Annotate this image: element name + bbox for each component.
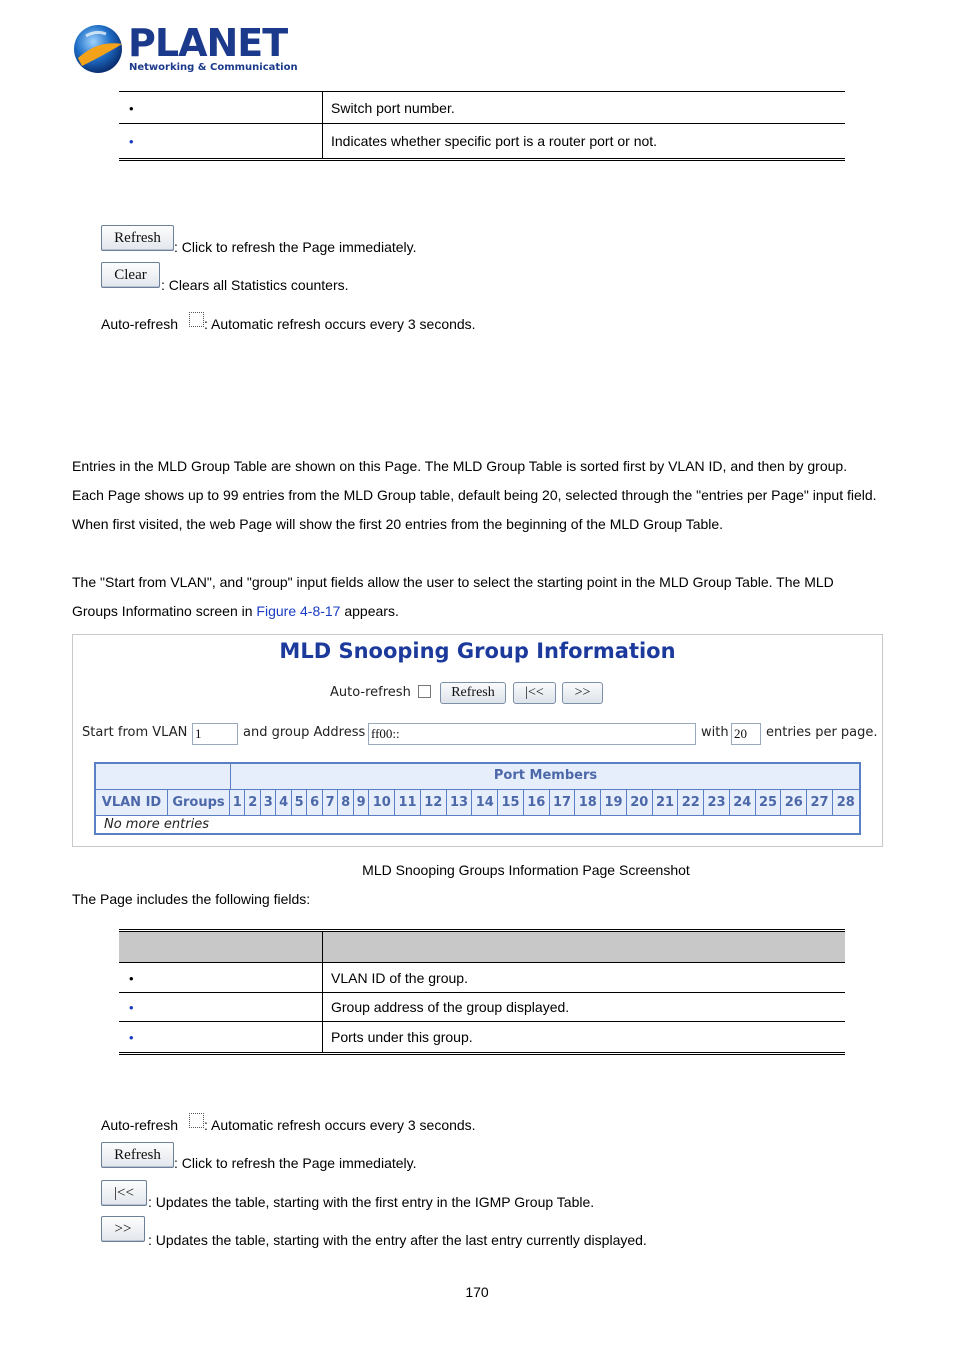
port-header-24: 24 bbox=[730, 790, 756, 815]
group-address-label: and group Address bbox=[243, 725, 366, 740]
port-header-22: 22 bbox=[678, 790, 704, 815]
figure-caption: MLD Snooping Groups Information Page Screenshot bbox=[362, 862, 690, 878]
port-header-2: 2 bbox=[245, 790, 260, 815]
entries-per-page-label: entries per page. bbox=[766, 725, 878, 740]
entries-per-page-input[interactable]: 20 bbox=[731, 723, 761, 745]
refresh-button[interactable]: Refresh bbox=[440, 682, 506, 704]
start-vlan-label: Start from VLAN bbox=[82, 725, 188, 740]
brand-tagline: Networking & Communication bbox=[129, 62, 298, 73]
field-name-cell bbox=[119, 993, 323, 1022]
port-header-1: 1 bbox=[230, 790, 245, 815]
field-name-cell bbox=[119, 963, 323, 993]
group-address-input[interactable]: ff00:: bbox=[368, 723, 696, 745]
port-header-21: 21 bbox=[653, 790, 679, 815]
paragraph-text: The "Start from VLAN", and "group" input fields allow the user to select the starting point in the MLD Group Table. The MLD Groups Informatino screen in bbox=[72, 574, 834, 619]
group-fields-table bbox=[119, 929, 845, 1055]
clear-button[interactable]: Clear bbox=[101, 262, 160, 288]
start-point-paragraph bbox=[72, 568, 882, 626]
intro-paragraph: Entries in the MLD Group Table are shown on this Page. The MLD Group Table is sorted first by VLAN ID, and then by group. Each Page shows up to 99 entries from the MLD Group table, default being 20, selected through the "entries per Page" input field. When first visited, the web Page will show the first 20 entries from the beginning of the MLD Group Table. bbox=[72, 458, 877, 532]
groups-header: Groups bbox=[168, 790, 230, 815]
port-header-14: 14 bbox=[472, 790, 498, 815]
field-name-cell bbox=[119, 1022, 323, 1054]
bullet: • bbox=[129, 1030, 134, 1045]
autorefresh-label: Auto-refresh bbox=[101, 1117, 179, 1133]
port-header-19: 19 bbox=[601, 790, 627, 815]
first-page-description: : Updates the table, starting with the first entry in the IGMP Group Table. bbox=[148, 1194, 595, 1210]
field-desc-cell: VLAN ID of the group. bbox=[323, 963, 846, 993]
refresh-button[interactable]: Refresh bbox=[101, 1142, 174, 1168]
next-page-button[interactable]: >> bbox=[562, 682, 603, 704]
refresh-button[interactable]: Refresh bbox=[101, 225, 174, 251]
port-header-12: 12 bbox=[421, 790, 447, 815]
port-header-4: 4 bbox=[276, 790, 291, 815]
port-header-18: 18 bbox=[575, 790, 601, 815]
field-name-cell bbox=[119, 124, 323, 160]
with-label: with bbox=[701, 725, 729, 740]
port-header-15: 15 bbox=[498, 790, 524, 815]
field-desc-cell: Indicates whether specific port is a router port or not. bbox=[323, 124, 846, 160]
port-header-3: 3 bbox=[261, 790, 276, 815]
port-header-26: 26 bbox=[781, 790, 807, 815]
table-row bbox=[119, 1022, 845, 1054]
vlan-id-header: VLAN ID bbox=[96, 790, 168, 815]
field-desc-cell: Switch port number. bbox=[323, 92, 846, 124]
header-divider bbox=[230, 764, 231, 790]
autorefresh-label: Auto-refresh bbox=[330, 685, 411, 700]
autorefresh-checkbox[interactable] bbox=[189, 1113, 204, 1128]
table-row bbox=[119, 963, 845, 993]
header-cell bbox=[323, 931, 846, 963]
bullet: • bbox=[129, 100, 134, 116]
page-title: MLD Snooping Group Information bbox=[279, 639, 676, 663]
brand-name: PLANET bbox=[128, 21, 288, 65]
table-row bbox=[119, 92, 845, 124]
autorefresh-label: Auto-refresh bbox=[101, 316, 179, 332]
port-header-9: 9 bbox=[354, 790, 369, 815]
field-desc-cell: Group address of the group displayed. bbox=[323, 993, 846, 1022]
table-row bbox=[119, 124, 845, 160]
page-number: 170 bbox=[465, 1284, 489, 1300]
fields-intro: The Page includes the following fields: bbox=[72, 891, 311, 907]
next-page-description: : Updates the table, starting with the entry after the last entry currently displayed. bbox=[148, 1232, 647, 1248]
port-header-25: 25 bbox=[756, 790, 782, 815]
bullet: • bbox=[129, 970, 134, 986]
port-header-11: 11 bbox=[395, 790, 421, 815]
header-cell bbox=[119, 931, 323, 963]
port-header-28: 28 bbox=[836, 795, 855, 810]
port-header-10: 10 bbox=[369, 790, 395, 815]
autorefresh-checkbox[interactable] bbox=[418, 685, 431, 698]
autorefresh-description: : Automatic refresh occurs every 3 seconds. bbox=[204, 316, 476, 332]
paragraph-text: appears. bbox=[340, 603, 399, 619]
bullet: • bbox=[129, 134, 134, 149]
group-table-top-header bbox=[96, 764, 859, 790]
clear-description: : Clears all Statistics counters. bbox=[161, 277, 349, 293]
refresh-description: : Click to refresh the Page immediately. bbox=[174, 239, 417, 255]
table-header-row bbox=[119, 931, 845, 963]
field-name-cell bbox=[119, 92, 323, 124]
port-header-6: 6 bbox=[307, 790, 322, 815]
first-page-button[interactable]: |<< bbox=[101, 1180, 147, 1206]
autorefresh-checkbox[interactable] bbox=[189, 312, 204, 327]
autorefresh-description: : Automatic refresh occurs every 3 seconds. bbox=[204, 1117, 476, 1133]
port-header-27: 27 bbox=[807, 790, 833, 815]
figure-link[interactable]: Figure 4-8-17 bbox=[256, 603, 341, 619]
port-header-5: 5 bbox=[292, 790, 307, 815]
empty-table-message: No more entries bbox=[104, 817, 209, 832]
start-vlan-input[interactable]: 1 bbox=[192, 723, 238, 745]
port-header-16: 16 bbox=[524, 790, 550, 815]
port-header-8: 8 bbox=[338, 790, 353, 815]
group-table-column-headers bbox=[96, 790, 859, 816]
port-header-17: 17 bbox=[550, 790, 576, 815]
port-header-7: 7 bbox=[323, 790, 338, 815]
first-page-button[interactable]: |<< bbox=[513, 682, 556, 704]
port-members-header: Port Members bbox=[493, 768, 598, 783]
next-page-button[interactable]: >> bbox=[101, 1216, 145, 1242]
port-header-13: 13 bbox=[447, 790, 473, 815]
port-header-23: 23 bbox=[704, 790, 730, 815]
bullet: • bbox=[129, 1000, 134, 1015]
group-table bbox=[94, 762, 861, 835]
field-desc-cell: Ports under this group. bbox=[323, 1022, 846, 1054]
port-header-20: 20 bbox=[627, 790, 653, 815]
planet-logo bbox=[72, 21, 298, 78]
refresh-description: : Click to refresh the Page immediately. bbox=[174, 1155, 417, 1171]
table-row bbox=[119, 993, 845, 1022]
router-port-fields-table bbox=[119, 91, 845, 161]
